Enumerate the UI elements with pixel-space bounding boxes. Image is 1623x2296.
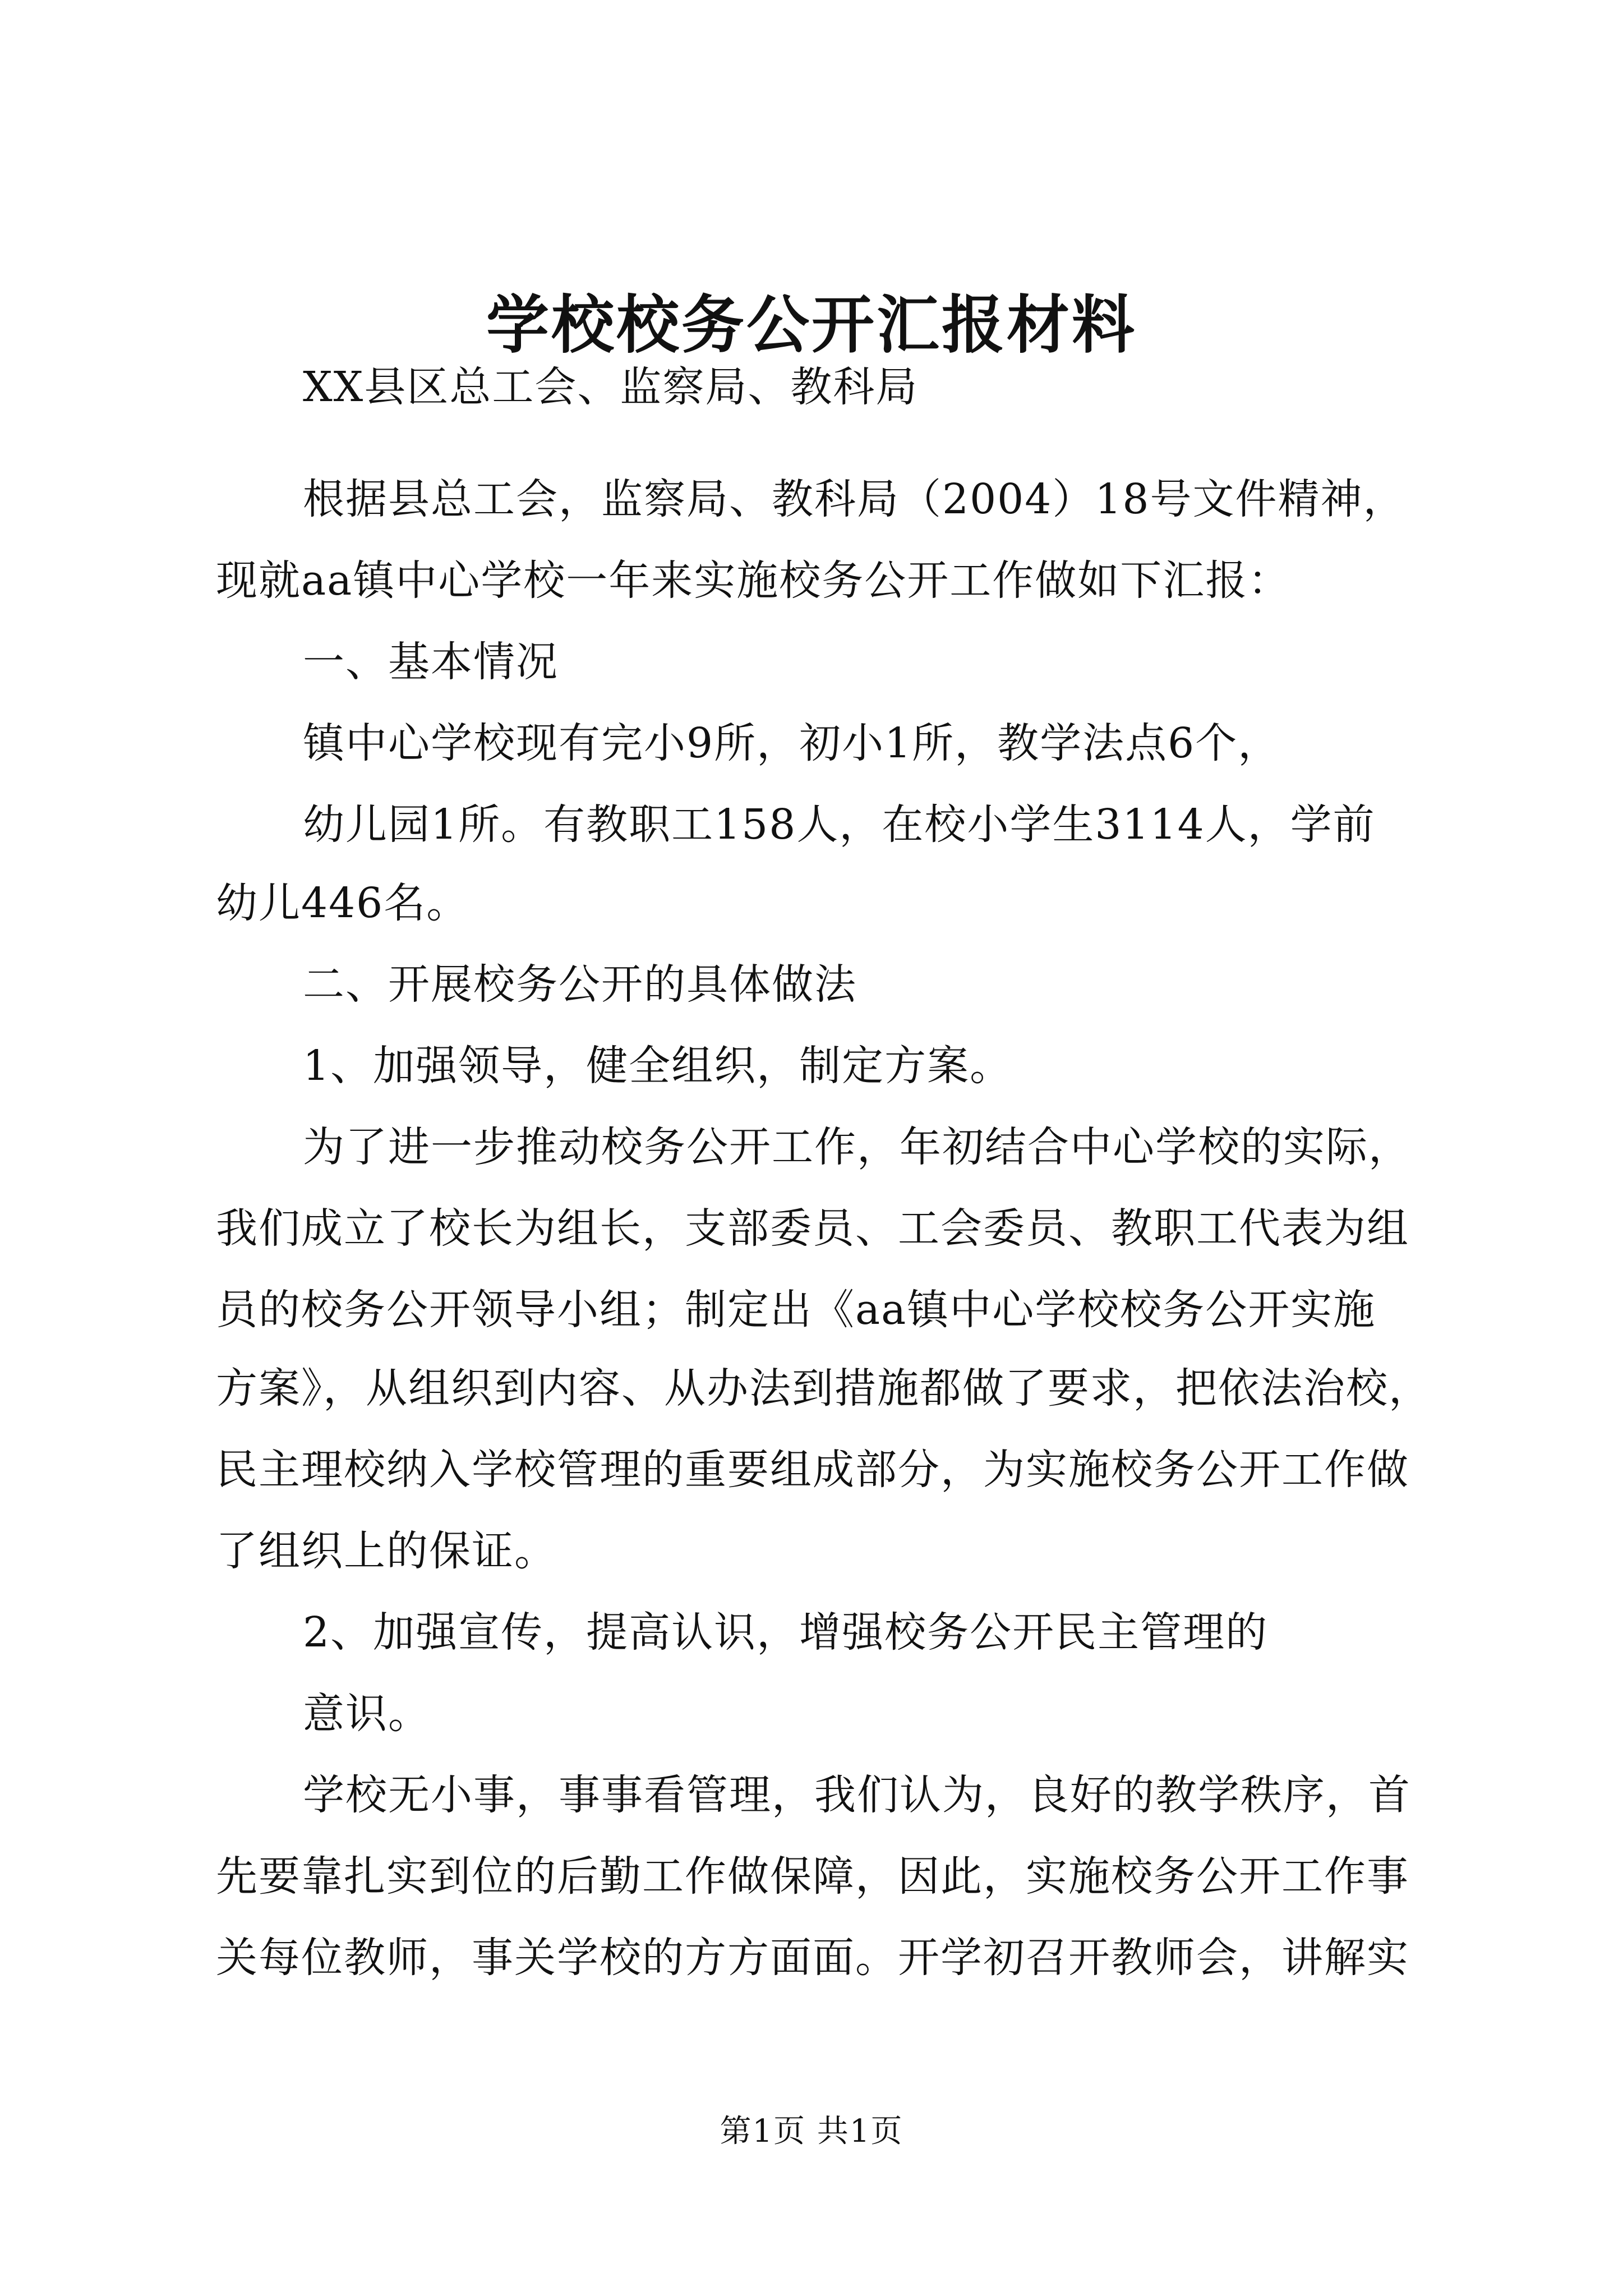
subsection-heading: 2、加强宣传，提高认识，增强校务公开民主管理的 <box>303 1608 1269 1657</box>
paragraph-line: 民主理校纳入学校管理的重要组成部分，为实施校务公开工作做 <box>216 1446 1409 1494</box>
paragraph-line: 了组织上的保证。 <box>216 1527 557 1575</box>
paragraph-line: 我们成立了校长为组长，支部委员、工会委员、教职工代表为组 <box>216 1204 1409 1253</box>
paragraph-line: 方案》，从组织到内容、从办法到措施都做了要求，把依法治校， <box>216 1364 1431 1412</box>
subsection-heading: 意识。 <box>303 1690 431 1738</box>
paragraph-line: 先要靠扎实到位的后勤工作做保障，因此，实施校务公开工作事 <box>216 1852 1409 1901</box>
paragraph-line: 镇中心学校现有完小9所，初小1所，教学法点6个， <box>303 719 1281 767</box>
page-footer: 第1页 共1页 <box>720 2113 903 2150</box>
paragraph-line: 幼儿园1所。有教职工158人，在校小学生3114人，学前 <box>303 800 1376 849</box>
paragraph-line: 为了进一步推动校务公开工作，年初结合中心学校的实际， <box>303 1123 1411 1171</box>
paragraph-line: 幼儿446名。 <box>216 879 469 927</box>
paragraph-line: 员的校务公开领导小组；制定出《aa镇中心学校校务公开实施 <box>216 1286 1376 1334</box>
section-heading: 一、基本情况 <box>303 638 559 686</box>
paragraph-line: 根据县总工会，监察局、教科局（2004）18号文件精神， <box>303 475 1406 523</box>
section-heading: 二、开展校务公开的具体做法 <box>303 960 857 1009</box>
paragraph-line: 关每位教师，事关学校的方方面面。开学初召开教师会，讲解实 <box>216 1934 1409 1982</box>
document-title: 学校校务公开汇报材料 <box>486 288 1137 362</box>
paragraph-line: 现就aa镇中心学校一年来实施校务公开工作做如下汇报： <box>216 556 1291 605</box>
paragraph-line: 学校无小事，事事看管理，我们认为，良好的教学秩序，首 <box>303 1771 1411 1819</box>
subsection-heading: 1、加强领导，健全组织，制定方案。 <box>303 1042 1013 1090</box>
addressee-line: XX县区总工会、监察局、教科局 <box>303 363 919 411</box>
